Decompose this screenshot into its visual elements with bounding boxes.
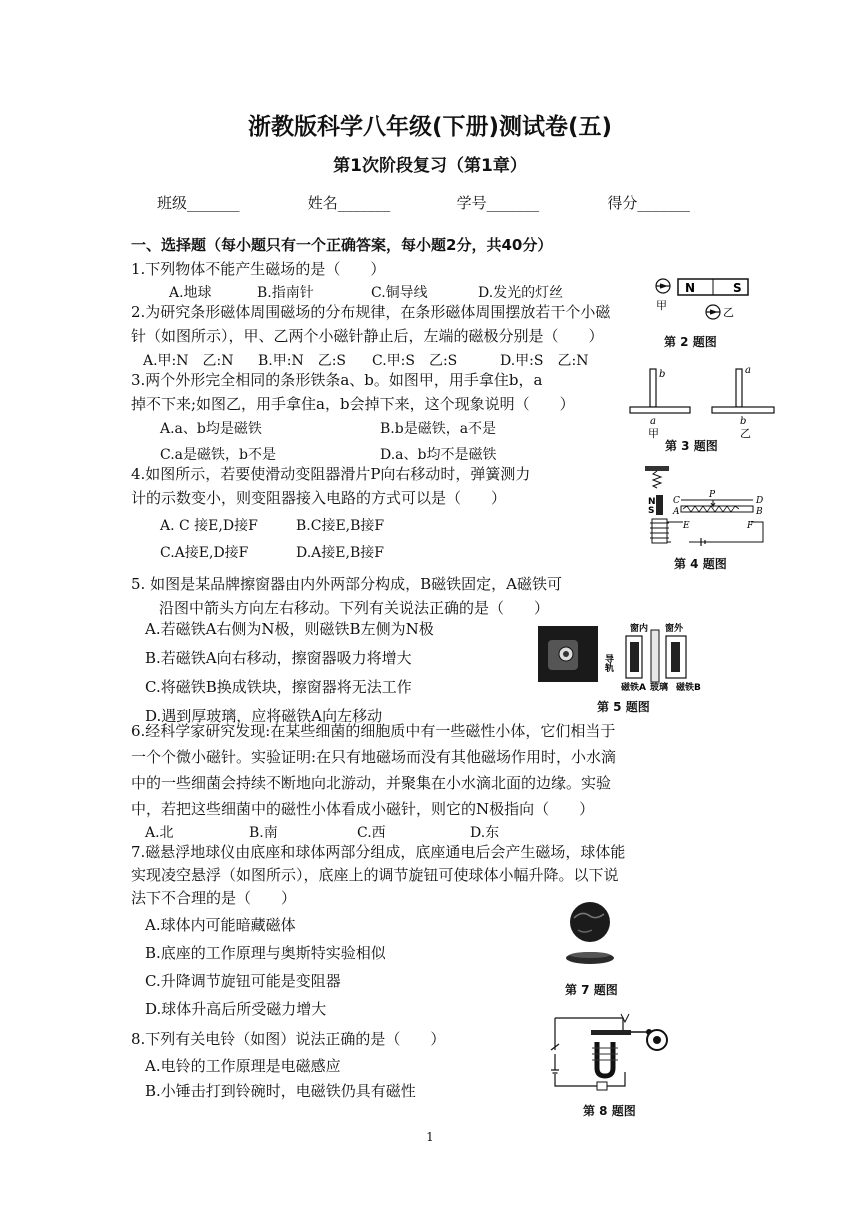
svg-text:导轨: 导轨 bbox=[603, 654, 613, 672]
yi-label: 乙 bbox=[723, 306, 734, 319]
bar-b-jia bbox=[650, 369, 656, 407]
q5-option-c: C.将磁铁B换成铁块，擦窗器将无法工作 bbox=[145, 678, 412, 696]
q6-line4: 中，若把这些细菌中的磁性小体看成小磁针，则它的N极指向（ ） bbox=[131, 800, 595, 818]
q8-option-a: A.电铃的工作原理是电磁感应 bbox=[145, 1057, 341, 1075]
q5-figure bbox=[538, 620, 718, 695]
q7-option-b: B.底座的工作原理与奥斯特实验相似 bbox=[145, 944, 386, 962]
fig3-yi-label: 乙 bbox=[740, 427, 751, 440]
q1-option-c: C.铜导线 bbox=[371, 285, 428, 301]
q2-option-a: A.甲:N 乙:N bbox=[143, 353, 234, 369]
contact-screw bbox=[597, 1082, 607, 1090]
glass-pane bbox=[651, 630, 659, 682]
svg-text:b: b bbox=[659, 369, 666, 380]
q8-option-b: B.小锤击打到铃碗时，电磁铁仍具有磁性 bbox=[145, 1082, 416, 1100]
q6-line1: 6.经科学家研究发现:在某些细菌的细胞质中有一些磁性小体，它们相当于 bbox=[131, 722, 616, 740]
svg-text:P: P bbox=[709, 490, 716, 500]
q6-option-d: D.东 bbox=[470, 825, 500, 841]
q3-stem-line2: 掉不下来;如图乙，用手拿住a，b会掉下来，这个现象说明（ ） bbox=[131, 395, 575, 413]
q3-option-d: D.a、b均不是磁铁 bbox=[380, 447, 497, 463]
q7-figure bbox=[560, 900, 620, 972]
q7-option-a: A.球体内可能暗藏磁体 bbox=[145, 916, 296, 934]
score-field: 得分_______ bbox=[607, 194, 690, 212]
svg-text:S: S bbox=[648, 506, 655, 516]
q3-option-c: C.a是磁铁，b不是 bbox=[160, 447, 276, 463]
q7-caption: 第 7 题图 bbox=[565, 983, 618, 997]
q7-line3: 法下不合理的是（ ） bbox=[131, 889, 297, 907]
q4-caption: 第 4 题图 bbox=[674, 557, 727, 571]
ceiling-mount bbox=[645, 466, 669, 471]
svg-text:窗外: 窗外 bbox=[665, 624, 684, 634]
globe-icon bbox=[570, 902, 610, 942]
page-number: 1 bbox=[426, 1130, 434, 1144]
class-field: 班级_______ bbox=[157, 194, 240, 212]
name-field: 姓名_______ bbox=[307, 194, 391, 212]
q5-option-b: B.若磁铁A向右移动，擦窗器吸力将增大 bbox=[145, 649, 412, 667]
svg-text:b: b bbox=[740, 416, 747, 427]
q1-option-a: A.地球 bbox=[169, 285, 212, 301]
q1-option-d: D.发光的灯丝 bbox=[478, 285, 564, 301]
svg-text:N: N bbox=[648, 497, 656, 507]
q3-option-b: B.b是磁铁，a不是 bbox=[380, 421, 497, 437]
svg-text:A: A bbox=[673, 507, 680, 517]
q4-option-d: D.A接E,B接F bbox=[296, 545, 384, 561]
q2-caption: 第 2 题图 bbox=[664, 335, 717, 349]
q6-option-c: C.西 bbox=[357, 825, 386, 841]
q5-stem-line2: 沿图中箭头方向左右移动。下列有关说法正确的是（ ） bbox=[159, 599, 550, 617]
bell-battery-icon bbox=[551, 1070, 559, 1073]
q6-option-a: A.北 bbox=[145, 825, 174, 841]
jia-label: 甲 bbox=[656, 299, 667, 312]
svg-text:磁铁A: 磁铁A bbox=[621, 683, 646, 693]
q6-option-b: B.南 bbox=[249, 825, 278, 841]
hanging-magnet bbox=[656, 495, 663, 515]
magnet-a bbox=[630, 642, 639, 672]
q4-stem-line1: 4.如图所示，若要使滑动变阻器滑片P向右移动时，弹簧测力 bbox=[131, 465, 531, 483]
student-id-field: 学号_______ bbox=[456, 194, 540, 212]
svg-text:玻璃: 玻璃 bbox=[650, 683, 669, 693]
magnet-b bbox=[671, 642, 680, 672]
q2-figure bbox=[648, 276, 758, 326]
electromagnet-u bbox=[597, 1042, 613, 1076]
q3-stem-line1: 3.两个外形完全相同的条形铁条a、b。如图甲，用手拿住b，a bbox=[131, 371, 543, 389]
student-info-line bbox=[157, 192, 690, 213]
section-heading: 一、选择题（每小题只有一个正确答案，每小题2分，共40分） bbox=[131, 236, 553, 254]
bar-a-yi bbox=[736, 369, 742, 407]
q8-stem: 8.下列有关电铃（如图）说法正确的是（ ） bbox=[131, 1030, 446, 1048]
q2-option-d: D.甲:S 乙:N bbox=[500, 353, 589, 369]
q2-stem-line1: 2.为研究条形磁体周围磁场的分布规律，在条形磁体周围摆放若干个小磁 bbox=[131, 303, 611, 321]
svg-text:E: E bbox=[683, 521, 690, 531]
svg-text:F: F bbox=[747, 521, 754, 531]
svg-text:a: a bbox=[745, 365, 751, 376]
q1-option-b: B.指南针 bbox=[257, 285, 314, 301]
q5-stem-line1: 5. 如图是某品牌擦窗器由内外两部分构成，B磁铁固定，A磁铁可 bbox=[131, 575, 562, 593]
svg-text:窗内: 窗内 bbox=[630, 624, 649, 634]
q7-line1: 7.磁悬浮地球仪由底座和球体两部分组成，底座通电后会产生磁场，球体能 bbox=[131, 843, 626, 861]
armature bbox=[591, 1030, 631, 1035]
page-title: 浙教版科学八年级(下册)测试卷(五) bbox=[247, 114, 613, 140]
q4-option-a: A. C 接E,D接F bbox=[160, 518, 258, 534]
q6-line3: 中的一些细菌会持续不断地向北游动，并聚集在小水滴北面的边缘。实验 bbox=[131, 774, 612, 792]
q1-stem: 1.下列物体不能产生磁场的是（ ） bbox=[131, 260, 386, 278]
q3-caption: 第 3 题图 bbox=[665, 439, 718, 453]
bar-b-yi bbox=[712, 407, 774, 413]
q2-option-c: C.甲:S 乙:S bbox=[372, 353, 458, 369]
magnet-s-label: S bbox=[733, 281, 742, 295]
fig3-jia-label: 甲 bbox=[648, 427, 659, 440]
q3-figure bbox=[628, 365, 778, 443]
slider-p bbox=[711, 500, 715, 506]
bar-a-jia bbox=[630, 407, 690, 413]
svg-text:磁铁B: 磁铁B bbox=[676, 683, 701, 693]
q8-figure bbox=[545, 1010, 670, 1098]
q2-stem-line2: 针（如图所示），甲、乙两个小磁针静止后，左端的磁极分别是（ ） bbox=[131, 327, 604, 345]
svg-text:B: B bbox=[756, 507, 763, 517]
q4-stem-line2: 计的示数变小，则变阻器接入电路的方式可以是（ ） bbox=[131, 489, 507, 507]
q7-line2: 实现凌空悬浮（如图所示），底座上的调节旋钮可使球体小幅升降。以下说 bbox=[131, 866, 619, 884]
q6-line2: 一个个微小磁针。实验证明:在只有地磁场而没有其他磁场作用时，小水滴 bbox=[131, 748, 617, 766]
q5-option-d: D.遇到厚玻璃，应将磁铁A向左移动 bbox=[145, 707, 383, 725]
q5-caption: 第 5 题图 bbox=[597, 700, 650, 714]
q2-option-b: B.甲:N 乙:S bbox=[258, 353, 347, 369]
q3-option-a: A.a、b均是磁铁 bbox=[160, 421, 262, 437]
svg-text:C: C bbox=[673, 496, 680, 506]
q5-option-a: A.若磁铁A右侧为N极，则磁铁B左侧为N极 bbox=[145, 620, 434, 638]
spring-icon bbox=[653, 471, 661, 488]
svg-text:a: a bbox=[650, 416, 656, 427]
page-subtitle: 第1次阶段复习（第1章） bbox=[333, 156, 527, 176]
q4-option-c: C.A接E,D接F bbox=[160, 545, 249, 561]
magnet-n-label: N bbox=[685, 281, 696, 295]
q7-option-c: C.升降调节旋钮可能是变阻器 bbox=[145, 972, 341, 990]
q4-figure bbox=[643, 464, 768, 556]
q8-caption: 第 8 题图 bbox=[583, 1104, 636, 1118]
q7-option-d: D.球体升高后所受磁力增大 bbox=[145, 1000, 327, 1018]
svg-text:D: D bbox=[756, 496, 764, 506]
q4-option-b: B.C接E,B接F bbox=[296, 518, 385, 534]
